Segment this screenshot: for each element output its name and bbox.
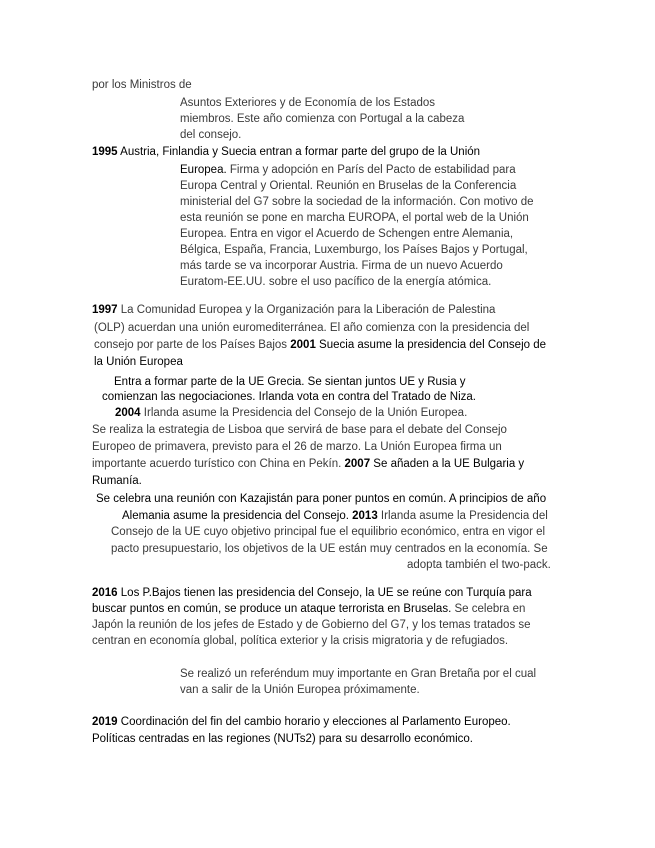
paragraph-1995-line: Europea. Entra en vigor el Acuerdo de Schengen entre Alemania, [180,228,514,240]
paragraph-1997-line: la Unión Europea [94,356,183,368]
paragraph-2016-line: centran en economía global, política exterior y la crisis migratoria y de refugiados. [92,635,509,647]
year-1995: 1995 [92,146,118,158]
year-2016: 2016 [92,587,118,599]
paragraph-1995-line: Europea. Firma y adopción en París del Pacto de estabilidad para [180,164,516,176]
paragraph-1997-line: consejo por parte de los Países Bajos 2001 Suecia asume la presidencia del Consejo de [94,339,546,351]
intro-line: del consejo. [180,129,242,141]
paragraph-2008-line: Se celebra una reunión con Kazajistán para poner puntos en común. A principios de año [96,493,547,505]
paragraph-2008-line: Consejo de la UE cuyo objetivo principal fue el equilibrio económico, entra en vigor el [111,526,546,538]
paragraph-1995-line: Bélgica, España, Francia, Luxemburgo, los Países Bajos y Portugal, [180,244,528,256]
paragraph-2008-line: pacto presupuestario, los objetivos de la UE están muy centrados en la economía. Se [111,543,548,555]
intro-line: miembros. Este año comienza con Portugal a la cabeza [180,113,465,125]
paragraph-2019-line: 2019 Coordinación del fin del cambio horario y elecciones al Parlamento Europeo. [92,716,511,728]
paragraph-2004-line: Se realiza la estrategia de Lisboa que servirá de base para el debate del Consejo [92,424,507,436]
paragraph-2019-line: Políticas centradas en las regiones (NUTs2) para su desarrollo económico. [92,733,473,745]
paragraph-1995-line: 1995 Austria, Finlandia y Suecia entran a formar parte del grupo de la Unión [92,146,481,158]
paragraph-2004-line: importante acuerdo turístico con China en Pekín. 2007 Se añaden a la UE Bulgaria y [92,458,525,470]
paragraph-1995-line: más tarde se va incorporar Austria. Firma de un nuevo Acuerdo [180,260,503,272]
paragraph-1997-line: (OLP) acuerdan una unión euromediterránea. El año comienza con la presidencia del [94,322,530,334]
paragraph-1995-line: esta reunión se pone en marcha EUROPA, el portal web de la Unión [180,212,529,224]
paragraph-2008-line: adopta también el two-pack. [407,559,551,571]
paragraph-1995-line: ministerial del G7 sobre la sociedad de la información. Con motivo de [180,196,534,208]
year-2001: 2001 [290,339,316,351]
paragraph-2002-line: Entra a formar parte de la UE Grecia. Se sientan juntos UE y Rusia y [114,376,466,388]
year-2007: 2007 [344,458,371,470]
year-2004: 2004 [115,407,141,419]
brexit-line: Se realizó un referéndum muy importante en Gran Bretaña por el cual [180,668,537,680]
paragraph-2016-line: buscar puntos en común, se produce un ataque terrorista en Bruselas. Se celebra en [92,603,526,615]
intro-line: por los Ministros de [92,79,192,91]
paragraph-2016-line: Japón la reunión de los jefes de Estado y de Gobierno del G7, y los temas tratados se [92,619,531,631]
paragraph-1995-line: Euratom-EE.UU. sobre el uso pacífico de la energía atómica. [180,276,492,288]
paragraph-2002-line: comienzan las negociaciones. Irlanda vota en contra del Tratado de Niza. [102,391,476,403]
year-2013: 2013 [352,510,378,522]
paragraph-2008-line: Alemania asume la presidencia del Consejo. 2013 Irlanda asume la Presidencia del [122,510,548,522]
intro-line: Asuntos Exteriores y de Economía de los Estados [180,97,436,109]
paragraph-2016-line: 2016 Los P.Bajos tienen las presidencia del Consejo, la UE se reúne con Turquía para [92,587,532,599]
paragraph-2004-line: 2004 Irlanda asume la Presidencia del Consejo de la Unión Europea. [115,407,468,419]
paragraph-2004-line: Rumanía. [92,475,142,487]
year-1997: 1997 [92,304,118,316]
paragraph-1997-line: 1997 La Comunidad Europea y la Organización para la Liberación de Palestina [92,304,496,316]
paragraph-2004-line: Europeo de primavera, previsto para el 26 de marzo. La Unión Europea firma un [92,441,502,453]
year-2019: 2019 [92,716,118,728]
brexit-line: van a salir de la Unión Europea próximamente. [180,684,420,696]
paragraph-1995-line: Europa Central y Oriental. Reunión en Bruselas de la Conferencia [180,180,517,192]
